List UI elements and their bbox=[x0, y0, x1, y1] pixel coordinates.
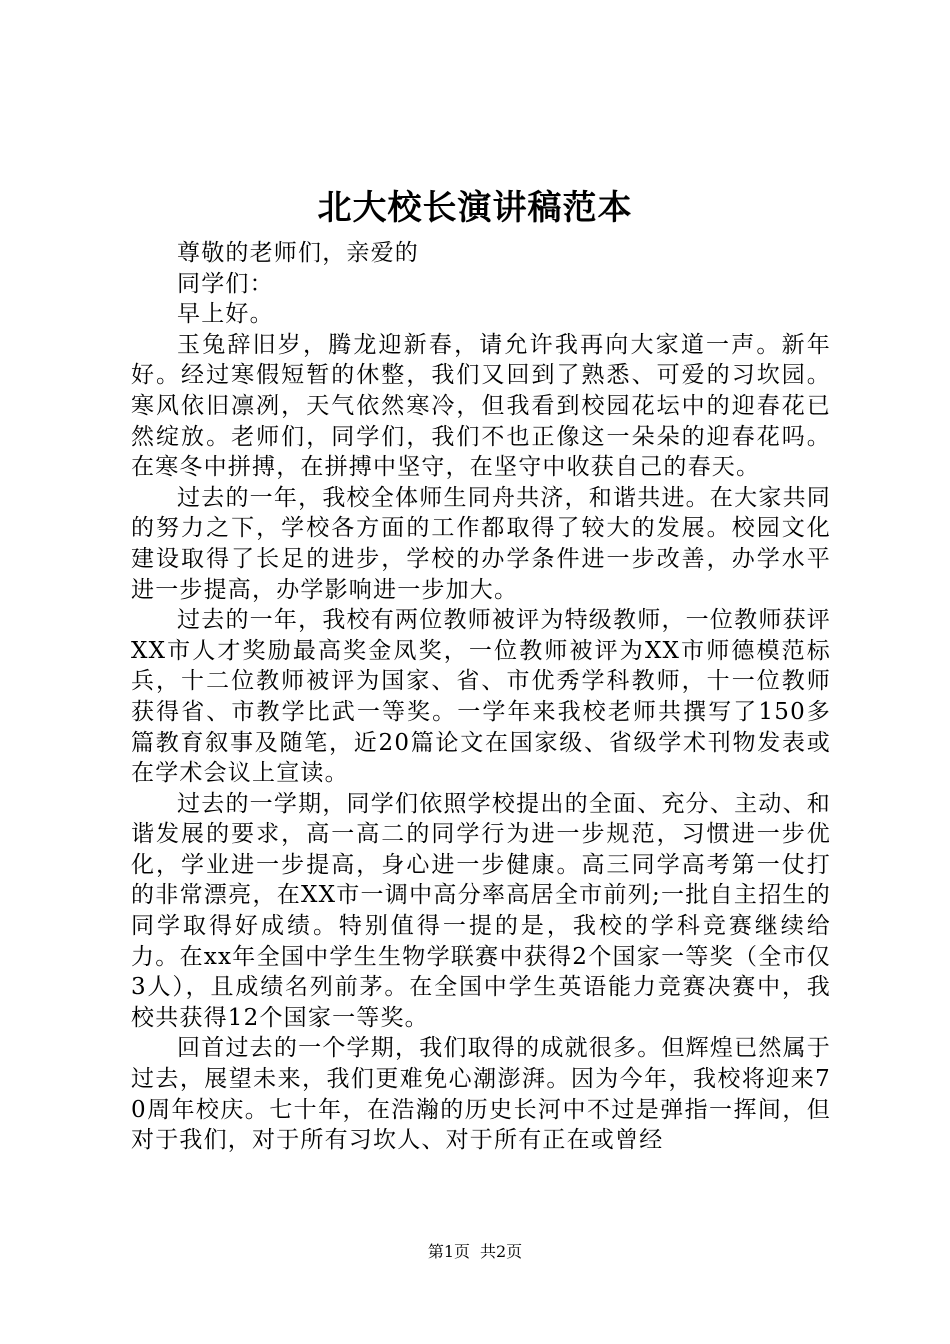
paragraph-salutation: 尊敬的老师们，亲爱的 bbox=[177, 240, 419, 266]
document-title: 北大校长演讲稿范本 bbox=[317, 188, 633, 228]
paragraph-salutation-cont: 同学们： bbox=[177, 270, 274, 297]
page-total: 共2页 bbox=[480, 1242, 523, 1261]
paragraph-student-achievements: 过去的一学期，同学们依照学校提出的全面、充分、主动、和谐发展的要求，高一高二的同学行为进一步规范，习惯进一步优化，学业进一步提高，身心进一步健康。高三同学高考第一仗打的非常漂亮，在XX市一调中高分率高居全市前列;一批自主招生的同学取得好成绩。特别值得一提的是，我校的学科竞赛继续给力。在xx年全国中学生生物学联赛中获得2个国家一等奖（全市仅3人），且成绩名列前茅。在全国中学生英语能力竞赛决赛中，我校共获得12个国家一等奖。 bbox=[131, 790, 831, 1031]
page-footer bbox=[0, 1242, 950, 1262]
document-body bbox=[131, 238, 831, 1156]
paragraph-teacher-awards: 过去的一年，我校有两位教师被评为特级教师，一位教师获评XX市人才奖励最高奖金凤奖，一位教师被评为XX市师德模范标兵，十二位教师被评为国家、省、市优秀学科教师，十一位教师获得省、市教学比武一等奖。一学年来我校老师共撰写了150多篇教育叙事及随笔，近20篇论文在国家级、省级学术刊物发表或在学术会议上宣读。 bbox=[131, 607, 831, 787]
page-number: 第1页 bbox=[427, 1242, 470, 1261]
paragraph-new-year: 玉兔辞旧岁，腾龙迎新春，请允许我再向大家道一声。新年好。经过寒假短暂的休整，我们又回到了熟悉、可爱的习坎园。寒风依旧凛冽，天气依然寒冷，但我看到校园花坛中的迎春花已然绽放。老师们，同学们，我们不也正像这一朵朵的迎春花吗。在寒冬中拼搏，在拼搏中坚守，在坚守中收获自己的春天。 bbox=[131, 331, 831, 481]
paragraph-school-progress: 过去的一年，我校全体师生同舟共济，和谐共进。在大家共同的努力之下，学校各方面的工作都取得了较大的发展。校园文化建设取得了长足的进步，学校的办学条件进一步改善，办学水平进一步提高，办学影响进一步加大。 bbox=[131, 484, 831, 603]
paragraph-anniversary: 回首过去的一个学期，我们取得的成就很多。但辉煌已然属于过去，展望未来，我们更难免心潮澎湃。因为今年，我校将迎来70周年校庆。七十年，在浩瀚的历史长河中不过是弹指一挥间，但对于我们，对于所有习坎人、对于所有正在或曾经 bbox=[131, 1035, 831, 1154]
paragraph-greeting: 早上好。 bbox=[177, 301, 274, 328]
